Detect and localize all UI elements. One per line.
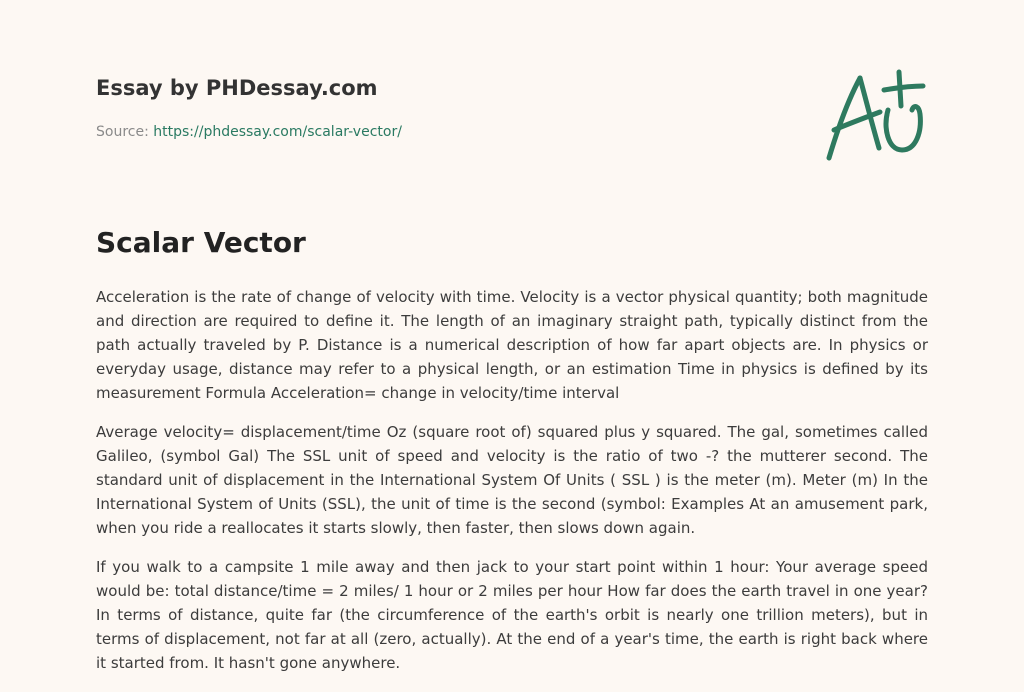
page-header <box>96 76 402 140</box>
article-title: Scalar Vector <box>96 226 306 259</box>
source-line <box>96 124 402 140</box>
source-link[interactable]: https://phdessay.com/scalar-vector/ <box>153 124 402 140</box>
source-label: Source: <box>96 124 149 140</box>
paragraph: Acceleration is the rate of change of velocity with time. Velocity is a vector physical quantity; both magnitude and direction are required to define it. The length of an imaginary straight path, typically distinct from the path actually traveled by P. Distance is a numerical description of how far apart objects are. In physics or everyday usage, distance may refer to a physical length, or an estimation Time in physics is defined by its measurement Formula Acceleration= change in velocity/time interval <box>96 288 928 402</box>
article-body <box>96 285 928 690</box>
a-plus-grade-icon <box>822 66 932 166</box>
paragraph: Average velocity= displacement/time Oz (square root of) squared plus y squared. The gal, sometimes called Galileo, (symbol Gal) The SSL unit of speed and velocity is the ratio of two -? the mutterer second. The standard unit of displacement in the International System Of Units ( SSL ) is the meter (m). Meter (m) In the International System of Units (SSL), the unit of time is the second (symbol: Examples At an amusement park, when you ride a reallocates it starts slowly, then faster, then slows down again. <box>96 423 928 537</box>
paragraph: If you walk to a campsite 1 mile away and then jack to your start point within 1 hour: Your average speed would be: total distance/time = 2 miles/ 1 hour or 2 miles per hour How far does the earth travel in one year? In terms of distance, quite far (the circumference of the earth's orbit is nearly one trillion meters), but in terms of displacement, not far at all (zero, actually). At the end of a year's time, the earth is right back where it started from. It hasn't gone anywhere. <box>96 558 928 672</box>
brand-title: Essay by PHDessay.com <box>96 76 378 100</box>
